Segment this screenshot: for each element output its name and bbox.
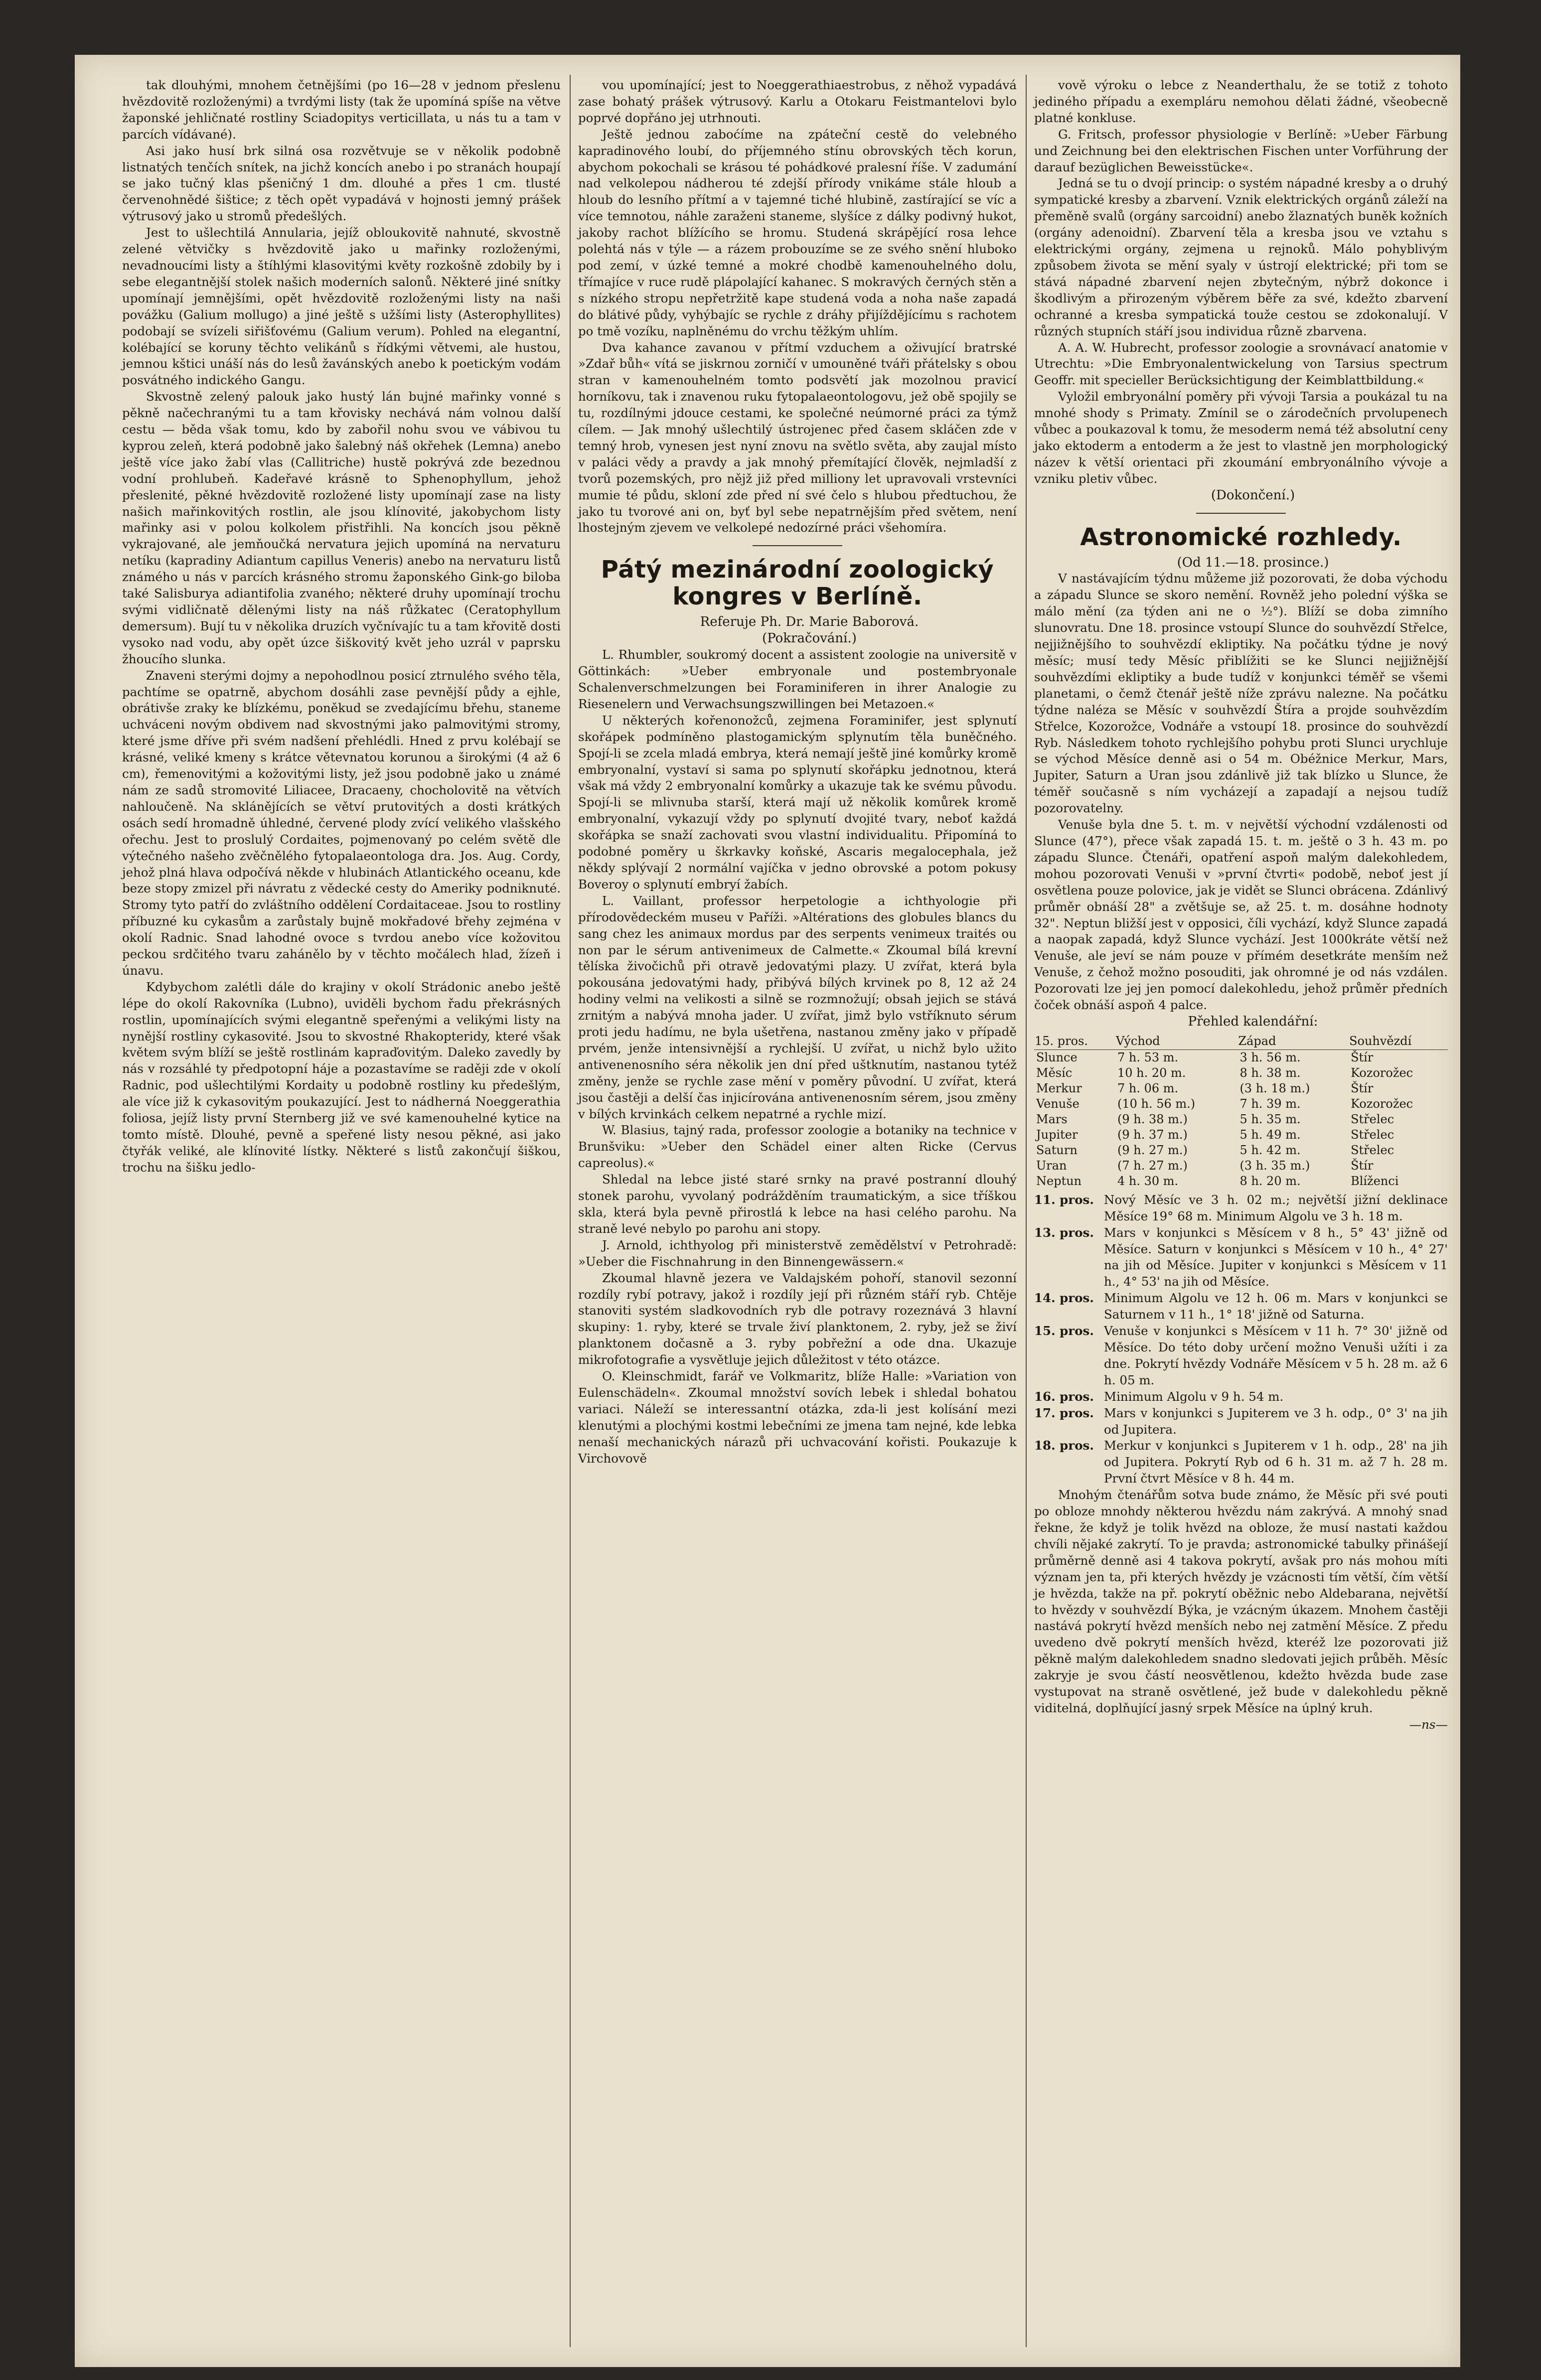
table-cell: 3 h. 56 m. — [1239, 1050, 1301, 1064]
section-divider — [753, 545, 842, 546]
table-cell: 10 h. 20 m. — [1117, 1065, 1186, 1080]
table-cell: (10 h. 56 m.) — [1117, 1096, 1196, 1111]
table-row — [1034, 1096, 1448, 1112]
event-text: Minimum Algolu v 9 h. 54 m. — [1104, 1389, 1284, 1404]
event-text: Merkur v konjunkci s Jupiterem v 1 h. odp., 28' na jih od Jupitera. Pokrytí Ryb od 6 h. 31 m. až 7 h. 28 m. První čtvrt Měsíce v 8 h. 44 m. — [1104, 1438, 1448, 1486]
paragraph: Venuše byla dne 5. t. m. v největší východní vzdálenosti od Slunce (47°), přece však zapadá 15. t. m. ještě o 3 h. 43 m. po západu Slunce. Čtenáři, opatření aspoň malým dalekohledem, mohou pozorovati Venuši v »první čtvrti« podobě, neboť jest jí osvětlena pouze polovice, jak je vidět se Slunci obrácena. Zdánlivý průměr obnáší 28" a zvětšuje se, až 25. t. m. dosáhne hodnoty 32". Neptun bližší jest v opposici, číli vychází, když Slunce zapadá a naopak zapadá, když Slunce vychází. Jest 1000kráte větší než Venuše, ale jeví se nám pouze v přímém desetkráte menším než Venuše, z čehož možno posouditi, jak ohromné je od nás vzdálen. Pozorovati lze jej jen pomocí dalekohledu, jehož průměr předních čoček obnáší aspoň 4 palce. — [1034, 817, 1448, 1013]
table-cell: (9 h. 38 m.) — [1117, 1112, 1188, 1126]
table-header: 15. pros. — [1034, 1033, 1115, 1050]
table-cell: Merkur — [1036, 1081, 1082, 1095]
table-row — [1034, 1127, 1448, 1143]
calendar-title: Přehled kalendářní: — [1188, 1014, 1318, 1029]
astro-dates: (Od 11.—18. prosince.) — [1177, 555, 1329, 570]
paragraph: Skvostně zelený palouk jako hustý lán bujné mařinky vonné s pěkně načechranými tu a tam křovisky nechává nám volnou další cestu — běda však tomu, kdo by zabořil nohu svou ve vábivou tu kyprou zeleň, která podobně jako šalebný náš okřehek (Lemna) anebo ještě více jako žabí vlas (Callitriche) hustě pokrývá zde bezednou vodní prohlubeň. Kadeřavé krásně to Sphenophyllum, jehož přeslenité, pěkné hvězdovitě rozložené listy upomínají zase na listy našich mařinkovitých rostlin, ale jsou klínovité, jakobychom listy mařinky asi v polou kolkolem přistřihli. Na koncích jsou pěkně vykrajované, ale jemňoučká nervatura jejich upomíná na nervaturu netíku (kapradiny Adiantum capillus Veneris) anebo na nervaturu listů známého u nás v parcích krásného stromu žaponského Gink-go biloba také Salisburya adiantifolia zvaného; některé druhy upomínají trochu svými vidličnatě dělenými listy na náš růžkatec (Ceratophyllum demersum). Bují tu v několika druzích vyčnívajíc tu a tam křovitě dosti vysoko nad vodu, aby opět úzce šiškovitý květ jeho uzrál v paprsku žhoucího slunka. — [122, 389, 561, 666]
paragraph: vou upomínající; jest to Noeggerathiaestrobus, z něhož vypadává zase bohatý prášek výtrusový. Karlu a Otokaru Feistmantelovi bylo poprvé dopřáno jej utrhnouti. — [578, 78, 1017, 125]
table-cell: (3 h. 35 m.) — [1239, 1158, 1310, 1173]
table-cell: 7 h. 39 m. — [1239, 1096, 1301, 1111]
event-date: 14. pros. — [1034, 1291, 1094, 1306]
table-cell: (9 h. 27 m.) — [1117, 1143, 1188, 1157]
calendar-event — [1034, 1389, 1448, 1405]
table-cell: Uran — [1036, 1158, 1067, 1173]
event-text: Mars v konjunkci s Jupiterem ve 3 h. odp., 0° 3' na jih od Jupitera. — [1104, 1405, 1448, 1437]
event-date: 15. pros. — [1034, 1324, 1094, 1339]
column-rule — [570, 75, 571, 2347]
event-date: 18. pros. — [1034, 1438, 1094, 1453]
paragraph: U některých kořenonožců, zejmena Foraminifer, jest splynutí skořápek podmíněno plastogamickým splynutím těla buněčného. Spojí-li se zcela mladá embrya, která nemají ještě jiné komůrky kromě embryonalní, vystaví si sama po splynutí skořápku jednotnou, která však má vždy 2 embryonalní komůrky a ukazuje tak ke svému původu. Spojí-li se mlivnuba starší, která mají už několik komůrek kromě embryonalní, vykazují vždy po splynutí dvojité tvary, neboť každá skořápka se snaží zachovati svou vlastní individualitu. Připomíná to podobné poměry u škrkavky koňské, Ascaris megalocephala, jež někdy splývají 2 normální vajíčka v jedno obrovské a potom pokusy Boveroy o splynutí embryí žabích. — [578, 713, 1017, 892]
table-cell: 5 h. 49 m. — [1239, 1127, 1301, 1142]
table-row — [1034, 1158, 1448, 1174]
table-cell: (7 h. 27 m.) — [1117, 1158, 1188, 1173]
calendar-event — [1034, 1225, 1448, 1291]
table-header-row — [1034, 1033, 1448, 1050]
paragraph: L. Vaillant, professor herpetologie a ichthyologie při přírodovědeckém museu v Paříži. »Altérations des globules blancs du sang chez les animaux mordus par des serpents venimeux traités ou non par le sérum antivenimeux de Calmette.« Zkoumal bílá krevní tělíska živočichů při otravě jedovatými plazy. U zvířat, která byla pokousána jedovatými hady, přibývá bílých krvinek po 8, 12 až 24 hodiny velmi na velikosti a silně se rozmnožují; obsah jejich se stává zrnitým a nabývá mnoha jader. U zvířat, jimž bylo vstříknuto sérum proti jedu hadímu, ne byla ušetřena, nastanou změny jako v případě prvém, jenže intensivnější a rychlejší. U zvířat, u nichž bylo užito antivenenosního séra několik jen dní před uštknutím, nastanou tytéž změny, jenže se rychle zase mění v poměry původní. U zvířat, která jsou častěji a delší čas injicírována antivenenosním sérem, jsou změny v bílých krvinkách celkem nepatrné a rychle mizí. — [578, 893, 1017, 1121]
table-header: Západ — [1237, 1033, 1349, 1050]
table-cell: Štír — [1351, 1158, 1374, 1173]
paragraph: Kdybychom zalétli dále do krajiny v okolí Strádonic anebo ještě lépe do okolí Rakovníka (Lubno), uviděli bychom řadu překrásných rostlin, upomínajících svými elegantně speřenými a velikými listy na nynější rostliny cykasovité. Jsou to skvostné Rhakopteridy, které však květem svým blíží se ještě rostlinám kapraďovitým. Daleko zavedly by nás v rozsáhlé ty předpotopní háje a pozastavíme se raději zde v okolí Radnic, pod ušlechtilými Kordaity u podobně rostliny ku předešlým, ale více již k cykasovitým poukazující. Jest to nádherná Noeggerathia foliosa, jejíž listy první Sternberg již ve své kamenouhelné kytice na tomto místě. Dlouhé, pevně a speřené listy nesou pěkné, asi jako čtyřák veliké, ale klínovité lístky. Některé s listů zakončují šiškou, trochu na šišku jedlo- — [122, 979, 561, 1175]
table-row — [1034, 1049, 1448, 1065]
article-title: Pátý mezinárodní zoologický kongres v Berlíně. — [601, 556, 994, 611]
table-row — [1034, 1143, 1448, 1158]
table-cell: 7 h. 53 m. — [1117, 1050, 1179, 1064]
paragraph: Jest to ušlechtilá Annularia, jejíž obloukovitě nahnuté, skvostně zelené větvičky s hvězdovitě jako u mařinky rozloženými, nevadnoucími listy a štíhlými klasovitými květy rozkošně zdobily by i sebe elegantnější stolek našich moderních salonů. Některé jiné snítky upomínají jemnějšími, opět hvězdovitě rozloženými listy na naši povážku (Galium mollugo) a jiné ještě s užšími listy (Asterophyllites) podobají se svízeli siřišťovému (Galium verum). Pohled na elegantní, kolébající se koruny těchto velikánů s řídkými větvemi, ale hustou, jemnou kštici unáší nás do lesů žavánských anebo k poetickým vodám posvátného indického Gangu. — [122, 225, 561, 388]
table-cell: Venuše — [1036, 1096, 1079, 1111]
paragraph: Jedná se tu o dvojí princip: o systém nápadné kresby a o druhý sympatické kresby a zbarvení. Vznik elektrických orgánů záleží na přeměně svalů (orgány sarcoidní) anebo žlaznatých buněk kožních (orgány adenoidní). Zbarvení těla a kresba jsou ve vztahu s elektrickými orgány, zejmena u rejnoků. Málo pohyblivým způsobem života se mění syaly v ústrojí elektrické; při tom se stává nápadné zbarvení nejen zbytečným, nýbrž dokonce i škodlivým a přirozeným výběrem běře za své, kdežto zbarvení ochranné a kresba sympatická touže cestou se zdokonalují. V různých stupních stáří jsou individua různě zbarvena. — [1034, 176, 1448, 338]
event-text: Minimum Algolu ve 12 h. 06 m. Mars v konjunkci se Saturnem v 11 h., 1° 18' jižně od Saturna. — [1104, 1291, 1448, 1322]
paragraph: V nastávajícím týdnu můžeme již pozorovati, že doba východu a západu Slunce se skoro nemění. Rovněž jeho polední výška se málo mění (za týden ani ne o ½°). Blíží se doba zimního slunovratu. Dne 18. prosince vstoupí Slunce do souhvězdí Střelce, nejjižnějšího to souhvězdí ekliptiky. Na počátku týdne je nový měsíc; musí tedy Měsíc přiblížiti se ke Slunci nejjižnější souhvězdími ekliptiky a bude tudíž v konjunkci téměř se všemi planetami, o čemž čtenář ještě níže zprávu nalezne. Na počátku týdne naléza se Měsíc v souhvězdí Štíra a projde souhvězdím Střelce, Kozorožce, Vodnáře a vstoupí 18. prosince do souhvězdí Ryb. Následkem tohoto rychlejšího pohybu proti Slunci urychluje se východ Měsíce denně asi o 54 m. Obéžnice Merkur, Mars, Jupiter, Saturn a Uran jsou zdánlivě již tak blízko u Slunce, že téměř současně s ním vycházejí a zapadají a nejsou tudíž pozorovatelny. — [1034, 571, 1448, 816]
paragraph: A. A. W. Hubrecht, professor zoologie a srovnávací anatomie v Utrechtu: »Die Embryonalentwickelung von Tarsius spectrum Geoffr. mit specieller Berücksichtigung der Keimblattbildung.« — [1034, 340, 1448, 388]
paragraph: Zkoumal hlavně jezera ve Valdajském pohoří, stanovil sezonní rozdíly rybí potravy, jakož i rozdíly její při různém stáří ryb. Chtěje stanoviti systém sladkovodních ryb dle potravy rozeznává 3 hlavní skupiny: 1. ryby, které se trvale živí planktonem, 2. ryby, jež se živí planktonem dočasně a 3. ryby pobřežní a ode dna. Ukazuje mikrofotografie a vysvětluje jejich důležitost v této otázce. — [578, 1270, 1017, 1367]
table-row — [1034, 1081, 1448, 1096]
event-date: 11. pros. — [1034, 1192, 1094, 1207]
paragraph: Dva kahance zavanou v přítmí vzduchem a oživující bratrské »Zdař bůh« vítá se jiskrnou zorničí v umouněné tváři přátelsky s obou stran v kamenouhelném tomto podsvětí jak mozolnou pravicí horníkovu, tak i znavenou ruku fytopalaeontologovu, jež obě spojily se tu, rozdílnými jdouce cestami, ke společné neúmorné práci za týmž cílem. — Jak mnohý ušlechtilý ústrojenec před časem skláčen zde v temný hrob, vynesen jest nyní znovu na světlo světa, aby zaujal místo v paláci vědy a pravdy a jak mnohý přemítající člověk, nejmladší z tvorů pozemských, pro nějž již před milliony let upravovali vrstevníci mumie té půdu, skloní zde před ní své čelo s hlubou předtuchou, že jako tu tvorové ani on, byť byl sebe nepatrnějším před světem, není lhostejným zjevem ve velkolepé nedozírné práci všehomíra. — [578, 340, 1017, 535]
paragraph: L. Rhumbler, soukromý docent a assistent zoologie na universitě v Göttinkách: »Ueber embryonale und postembryonale Schalenverschmelzungen bei Foraminiferen in ihrer Analogie zu Riesenelern und Verwachsungszwillingen bei Metazoen.« — [578, 647, 1017, 711]
paragraph: Shledal na lebce jisté staré srnky na pravé postranní dlouhý stonek parohu, vyvolaný podrážděním traumatickým, a sice tříškou skla, která byla pevně přirostlá k lebce na hasi celého parohu. Na straně levé nebylo po parohu ani stopy. — [578, 1172, 1017, 1236]
calendar-event — [1034, 1323, 1448, 1389]
paragraph: Vyložil embryonální poměry při vývoji Tarsia a poukázal tu na mnohé shody s Primaty. Zmínil se o zárodečních prvolupenech vůbec a poukazoval k tomu, že mesoderm nemá též absolutní ceny jako ektoderm a entoderm a že jest to vlastně jen morphologický název k větší orientaci při zkoumání embryonálního vývoje a vzniku pletiv vůbec. — [1034, 389, 1448, 486]
table-cell: Štír — [1351, 1081, 1374, 1095]
end-note: (Dokončení.) — [1211, 487, 1295, 503]
paragraph: Ještě jednou zaboćíme na zpáteční cestě do velebného kapradinového loubí, do příjemného stínu obrovských těch korun, abychom pokochali se krásou té pohádkové pralesní říše. V zadumání nad velkolepou nádherou té zdejší přírody vnikáme stále hloub a hloub do lesního přítmí a v tajemné tiché hlubině, zastírající se víc a více temnotou, náhle zaraženi staneme, slyšíce z dálky podivný hukot, jakoby rachot blížícího se hromu. Studená skrápějící rosa lehce polehtá nás v týle — a rázem probouzíme se ze svého snění hluboko pod zemí, v úzké temné a mokré chodbě kamenouhelného dolu, třímajíce v ruce rudě plápolající kahanec. S mokravých černých stěn a s nízkého stropu nepřetržitě kape studená voda a noha naše zapadá do blátivé půdy, vyhýbajíc se rychle z dráhy přijíždějícímu s rachotem po tmě vozíku, naplněnému do vrchu těžkým uhlím. — [578, 127, 1017, 338]
event-text: Venuše v konjunkci s Měsícem v 11 h. 7° 30' jižně od Měsíce. Do této doby určení možno Venuši užíti i za dne. Pokrytí hvězdy Vodnáře Měsícem v 5 h. 28 m. až 6 h. 05 m. — [1104, 1324, 1448, 1387]
table-cell: Blíženci — [1351, 1174, 1399, 1188]
table-cell: Jupiter — [1036, 1127, 1078, 1142]
paragraph: W. Blasius, tajný rada, professor zoologie a botaniky na technice v Brunšviku: »Ueber den Schädel einer alten Ricke (Cervus capreolus).« — [578, 1123, 1017, 1171]
table-row — [1034, 1174, 1448, 1189]
column-3 — [1034, 77, 1448, 1733]
column-1 — [122, 77, 561, 1176]
table-header: Východ — [1115, 1033, 1237, 1050]
table-cell: (9 h. 37 m.) — [1117, 1127, 1188, 1142]
paragraph: tak dlouhými, mnohem četnějšími (po 16—28 v jednom přeslenu hvězdovitě rozloženými) a tvrdými listy (tak že upomíná spíše na větve žaponské jehličnaté rostliny Sciadopitys verticillata, u nás tu a tam v parcích vídávané). — [122, 78, 561, 142]
column-rule — [1026, 75, 1027, 2347]
event-date: 16. pros. — [1034, 1389, 1094, 1404]
event-text: Nový Měsíc ve 3 h. 02 m.; největší jižní deklinace Měsíce 19° 68 m. Minimum Algolu ve 3 h. 18 m. — [1104, 1192, 1448, 1223]
newspaper-page — [75, 55, 1460, 2367]
table-cell: Kozorožec — [1351, 1065, 1413, 1080]
table-cell: Střelec — [1351, 1112, 1394, 1126]
event-date: 13. pros. — [1034, 1225, 1094, 1240]
calendar-event — [1034, 1192, 1448, 1225]
calendar-table — [1034, 1033, 1448, 1189]
table-row — [1034, 1112, 1448, 1127]
table-cell: 4 h. 30 m. — [1117, 1174, 1179, 1188]
table-cell: Slunce — [1036, 1050, 1078, 1064]
section-divider — [1196, 513, 1286, 514]
table-cell: 5 h. 35 m. — [1239, 1112, 1301, 1126]
table-cell: Střelec — [1351, 1143, 1394, 1157]
event-text: Mars v konjunkci s Měsícem v 8 h., 5° 43' jižně od Měsíce. Saturn v konjunkci s Měsícem v 10 h., 4° 27' na jih od Měsíce. Jupiter v konjunkci s Měsícem v 11 h., 4° 53' na jih od Měsíce. — [1104, 1225, 1448, 1289]
paragraph: G. Fritsch, professor physiologie v Berlíně: »Ueber Färbung und Zeichnung bei den elektrischen Fischen unter Vorführung der darauf bezüglichen Beweisstücke«. — [1034, 127, 1448, 174]
table-cell: 5 h. 42 m. — [1239, 1143, 1301, 1157]
calendar-event — [1034, 1290, 1448, 1323]
table-cell: (3 h. 18 m.) — [1239, 1081, 1310, 1095]
paragraph: J. Arnold, ichthyolog při ministerstvě zemědělství v Petrohradě: »Ueber die Fischnahrung in den Binnengewässern.« — [578, 1237, 1017, 1269]
astro-title: Astronomické rozhledy. — [1080, 523, 1402, 551]
table-cell: 7 h. 06 m. — [1117, 1081, 1179, 1095]
table-cell: Měsíc — [1036, 1065, 1073, 1080]
table-cell: Mars — [1036, 1112, 1068, 1126]
table-cell: 8 h. 38 m. — [1239, 1065, 1301, 1080]
paragraph: O. Kleinschmidt, farář ve Volkmaritz, blíže Halle: »Variation von Eulenschädeln«. Zkoumal množství sovích lebek i shledal bohatou variaci. Náleží se interessantní otázka, zda-li jest kolísání mezi klenutými a plochými kostmi lebečními ze jmena tam nejné, kde lebka nenaší mechanických nárazů při uchvacování kořisti. Poukazuje k Virchovově — [578, 1369, 1017, 1466]
calendar-event — [1034, 1405, 1448, 1438]
paragraph: Mnohým čtenářům sotva bude známo, že Měsíc při své pouti po obloze mnohdy některou hvězdu nám zakrývá. A mnohý snad řekne, že když je tolik hvězd na obloze, že musí nastati každou chvíli nějaké zakrytí. To je pravda; astronomické tabulky přinášejí průměrně denně asi 4 takova pokrytí, avšak pro nás mohou míti význam jen ta, při kterých hvězdy je vzácnosti tím větší, čím větší je hvězda, takže na př. pokrytí oběžnic nebo Aldebarana, největší to hvězdy v souhvězdí Býka, je vzácným úkazem. Mnohem častěji nastává pokrytí hvězd menších nebo nej zatmění Měsíce. Z předu uvedeno dvě pokrytí menších hvězd, kteréž lze pozorovati již pěkně malým dalekohledem snadno sledovati jejich průběh. Měsíc zakryje je svou částí neosvětlenou, kdežto hvězda bude zase vystupovat na straně osvětlené, jež bude v dalekohledu pěkně viditelná, doplňující jasný srpek Měsíce na úplný kruh. — [1034, 1488, 1448, 1715]
calendar-event — [1034, 1438, 1448, 1487]
table-cell: Kozorožec — [1351, 1096, 1413, 1111]
paragraph: Znaveni sterými dojmy a nepohodlnou posicí ztrnulého svého těla, pachtíme se opatrně, abychom dosáhli zase pevnější půdy a ejhle, obrátivše zraky ke blízkému, poněkud se zvedajícímu břehu, staneme uchváceni novým obdivem nad skvostnými jako palmovitými stromy, které jsme dříve při svém nadšení přehlédli. Hned z prvu kolébají se krásné, veliké kmeny s krátce větevnatou korunou a širokými (4 až 6 cm), řemenovitými a kožovitými listy, jež jsou podobně jako u známé nám ze sadů stromovité Liliacee, Dracaeny, chocholovitě na větvích nahloučeně. Na sklánějících se větví prutovitých a dosti krátkých osách sedí hromadně úhledné, červené plody zvící velikého vlašského ořechu. Jest to proslulý Cordaites, pojmenovaný po celém světě dle výtečného našeho zvěčnělého fytopalaeontologa dra. Jos. Aug. Cordy, jehož plná hlava odpočívá někde v hlubinách Atlantického oceanu, kde beze stopy zmizel při návratu z vědecké cesty do Ameriky podniknuté. Stromy tyto patří do zvláštního oddělení Cordaitaceae. Jsou to rostliny příbuzné ku cykasům a zarůstaly bujně mokřadové břehy zejména v okolí Radnic. Snad lahodné ovoce s tvrdou anebo více kožovitou peckou srdčitého tvaru zahánělo by v těchto močálech hlad, žízeň i únavu. — [122, 668, 561, 978]
table-cell: Štír — [1351, 1050, 1374, 1064]
table-cell: Neptun — [1036, 1174, 1082, 1188]
article-continuation: (Pokračování.) — [762, 631, 857, 646]
table-row — [1034, 1065, 1448, 1081]
signature: —ns— — [1409, 1717, 1448, 1732]
table-cell: Saturn — [1036, 1143, 1078, 1157]
paragraph: Asi jako husí brk silná osa rozvětvuje se v několik podobně listnatých tenčích snítek, na jichž koncích anebo i po stranách houpají se jako tučný klas pšeničný 1 dm. dlouhé a přes 1 cm. tlusté červenohnědé šištice; z těch opět vypadává v hojnosti jemný prášek výtrusový jako u stromů předešlých. — [122, 143, 561, 224]
article-byline: Referuje Ph. Dr. Marie Baborová. — [700, 614, 919, 630]
column-2 — [578, 77, 1017, 1467]
paragraph: vově výroku o lebce z Neanderthalu, že se totiž z tohoto jediného případu a exempláru nemohou dělati žádné, všeobecně platné konkluse. — [1034, 78, 1448, 125]
table-cell: Střelec — [1351, 1127, 1394, 1142]
event-date: 17. pros. — [1034, 1405, 1094, 1420]
table-cell: 8 h. 20 m. — [1239, 1174, 1301, 1188]
table-header: Souhvězdí — [1349, 1033, 1448, 1050]
